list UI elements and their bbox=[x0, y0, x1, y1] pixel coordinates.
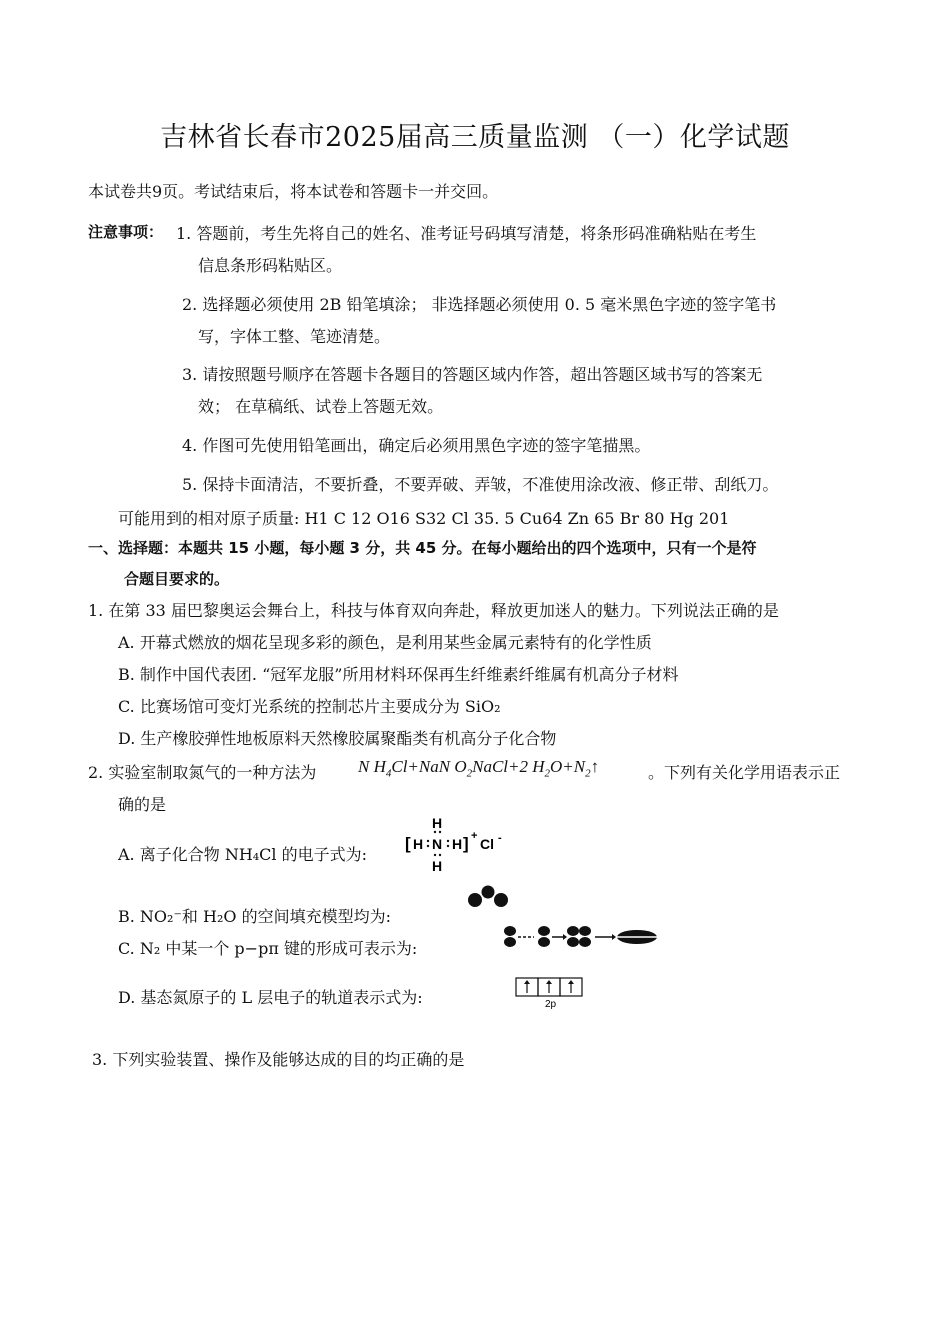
anion-cl: Cl bbox=[480, 836, 494, 852]
q2-option-b: B. NO₂⁻和 H₂O 的空间填充模型均为: bbox=[118, 907, 391, 926]
orbital-diagram-2p bbox=[514, 976, 594, 1010]
bent-molecule-space-filling-model bbox=[464, 884, 514, 912]
q3-stem: 3. 下列实验装置、操作及能够达成的目的均正确的是 bbox=[92, 1050, 465, 1069]
h-right: H bbox=[452, 836, 463, 852]
intro-text: 本试卷共9页。考试结束后，将本试卷和答题卡一并交回。 bbox=[88, 182, 499, 201]
q1-option-a: A. 开幕式燃放的烟花呈现多彩的颜色，是利用某些金属元素特有的化学性质 bbox=[118, 633, 652, 652]
atomic-mass-line: 可能用到的相对原子质量: H1 C 12 O16 S32 Cl 35. 5 Cu64 Zn 65 Br 80 Hg 201 bbox=[118, 509, 730, 528]
orbital-2p-label: 2p bbox=[545, 999, 557, 1010]
q2-stem-start: 2. 实验室制取氮气的一种方法为 bbox=[88, 763, 317, 782]
q2-reaction-equation: N $H_4Cl+NaN$ $O_2NaCl+2$ $H_2O+N_2↑$ bbox=[358, 757, 600, 780]
section-1-heading: 一、选择题：本题共 15 小题，每小题 3 分，共 45 分。在每小题给出的四个选项中，只有一个是符 bbox=[88, 539, 757, 557]
right-bracket: ] bbox=[463, 834, 469, 853]
cation-charge: + bbox=[471, 830, 478, 842]
q2-option-a: A. 离子化合物 NH₄Cl 的电子式为: bbox=[118, 845, 368, 864]
h-top: H bbox=[432, 815, 443, 831]
h-left: H bbox=[413, 836, 424, 852]
q1-option-d: D. 生产橡胶弹性地板原料天然橡胶属聚酯类有机高分子化合物 bbox=[118, 729, 557, 748]
notice-item-3-cont: 效； 在草稿纸、试卷上答题无效。 bbox=[198, 397, 444, 416]
q1-option-b: B. 制作中国代表团. “冠军龙服”所用材料环保再生纤维素纤维属有机高分子材料 bbox=[118, 665, 679, 684]
n-center: N bbox=[432, 836, 443, 852]
q2-stem-end: 。下列有关化学用语表示正 bbox=[648, 763, 841, 782]
notice-item-4: 4. 作图可先使用铅笔画出，确定后必须用黑色字迹的签字笔描黑。 bbox=[182, 436, 651, 455]
notice-item-5: 5. 保持卡面清洁，不要折叠，不要弄破、弄皱，不准使用涂改液、修正带、刮纸刀。 bbox=[182, 475, 779, 494]
notice-item-3: 3. 请按照题号顺序在答题卡各题目的答题区域内作答，超出答题区域书写的答案无 bbox=[182, 365, 763, 384]
left-bracket: [ bbox=[405, 834, 411, 853]
notice-item-2-cont: 写，字体工整、笔迹清楚。 bbox=[198, 327, 391, 346]
q2-option-c: C. N₂ 中某一个 p−pπ 键的形成可表示为: bbox=[118, 939, 418, 958]
q2-option-d: D. 基态氮原子的 L 层电子的轨道表示式为: bbox=[118, 988, 423, 1007]
q2-stem-cont: 确的是 bbox=[118, 795, 167, 814]
q1-option-c: C. 比赛场馆可变灯光系统的控制芯片主要成分为 SiO₂ bbox=[118, 697, 501, 716]
notice-item-1: 1. 答题前，考生先将自己的姓名、准考证号码填写清楚，将条形码准确粘贴在考生 bbox=[176, 224, 757, 243]
page-title: 吉林省长春市2025届高三质量监测 （一）化学试题 bbox=[160, 122, 790, 153]
p-p-pi-bond-formation-diagram bbox=[500, 922, 660, 952]
anion-charge: - bbox=[498, 832, 502, 844]
notice-item-1-cont: 信息条形码粘贴区。 bbox=[198, 256, 343, 275]
q1-stem: 1. 在第 33 届巴黎奥运会舞台上，科技与体育双向奔赴，释放更加迷人的魅力。下列说法正确的是 bbox=[88, 601, 779, 620]
notice-item-2: 2. 选择题必须使用 2B 铅笔填涂； 非选择题必须使用 0. 5 毫米黑色字迹的签字笔书 bbox=[182, 295, 777, 314]
notice-label: 注意事项： bbox=[88, 223, 164, 241]
section-1-heading-cont: 合题目要求的。 bbox=[124, 570, 230, 588]
h-bottom: H bbox=[432, 858, 443, 874]
ammonium-chloride-electron-formula bbox=[402, 814, 512, 876]
